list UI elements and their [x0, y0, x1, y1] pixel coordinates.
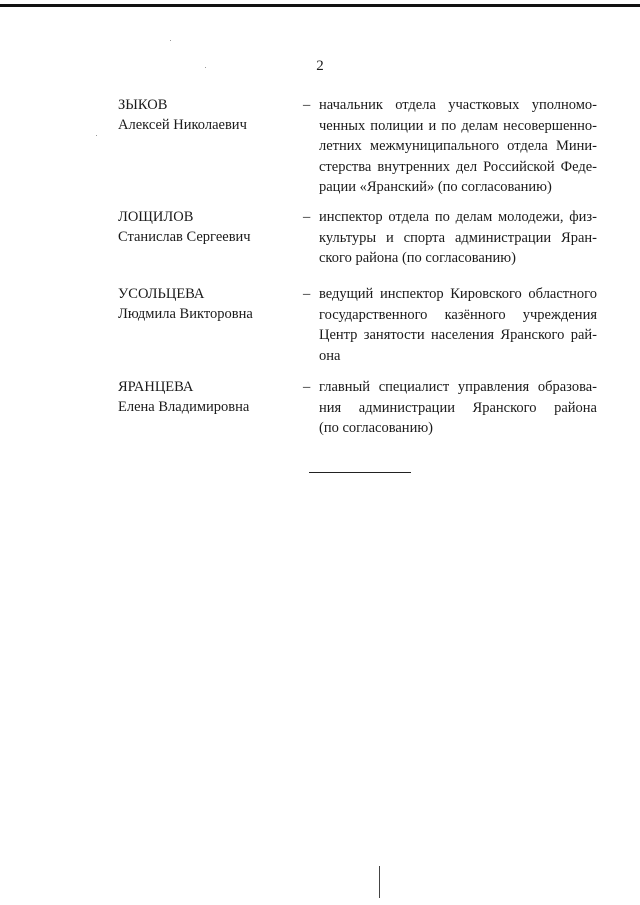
scan-artifact-dot [170, 40, 171, 41]
separator-dash: – [303, 286, 311, 302]
role-line: ния администрации Яранского района [319, 399, 597, 416]
member-name-block [118, 377, 249, 417]
member-surname: ЯРАНЦЕВА [118, 379, 194, 395]
role-line: начальник отдела участковых уполномо- [319, 97, 597, 113]
scan-artifact-dot [205, 67, 206, 68]
role-line: ского района (по согласованию) [319, 250, 516, 266]
role-line: главный специалист управления образова- [319, 379, 597, 395]
closing-rule [309, 472, 411, 473]
role-line: (по согласованию) [319, 420, 433, 436]
member-role [319, 284, 597, 366]
member-name-block [118, 95, 247, 135]
role-line: стерства внутренних дел Российской Феде- [319, 158, 597, 175]
role-line: рации «Яранский» (по согласованию) [319, 179, 552, 195]
member-given-names: Елена Владимировна [118, 399, 250, 415]
page-number: 2 [316, 58, 324, 74]
member-surname: ЗЫКОВ [118, 97, 168, 113]
separator-dash: – [303, 209, 311, 225]
top-border-rule [0, 4, 640, 7]
role-line: ведущий инспектор Кировского областного [319, 286, 597, 302]
member-surname: УСОЛЬЦЕВА [118, 286, 205, 302]
member-name-block [118, 284, 253, 324]
member-given-names: Людмила Викторовна [118, 306, 253, 322]
separator-dash: – [303, 97, 311, 113]
role-line: летних межмуниципального отдела Мини- [319, 138, 597, 154]
role-line: государственного казённого учреждения [319, 306, 597, 323]
role-line: Центр занятости населения Яранского рай- [319, 327, 597, 343]
scan-artifact-dot [96, 135, 97, 136]
member-role [319, 377, 597, 439]
member-role [319, 95, 597, 198]
role-line: культуры и спорта администрации Яран- [319, 229, 597, 246]
member-role [319, 207, 597, 269]
member-name-block [118, 207, 251, 247]
separator-dash: – [303, 379, 311, 395]
member-surname: ЛОЩИЛОВ [118, 209, 194, 225]
role-line: ченных полиции и по делам несовершенно- [319, 117, 597, 134]
member-given-names: Алексей Николаевич [118, 117, 247, 133]
role-line: она [319, 347, 341, 364]
role-line: инспектор отдела по делам молодежи, физ- [319, 209, 597, 225]
member-given-names: Станислав Сергеевич [118, 229, 251, 245]
scan-artifact-line [379, 866, 380, 898]
